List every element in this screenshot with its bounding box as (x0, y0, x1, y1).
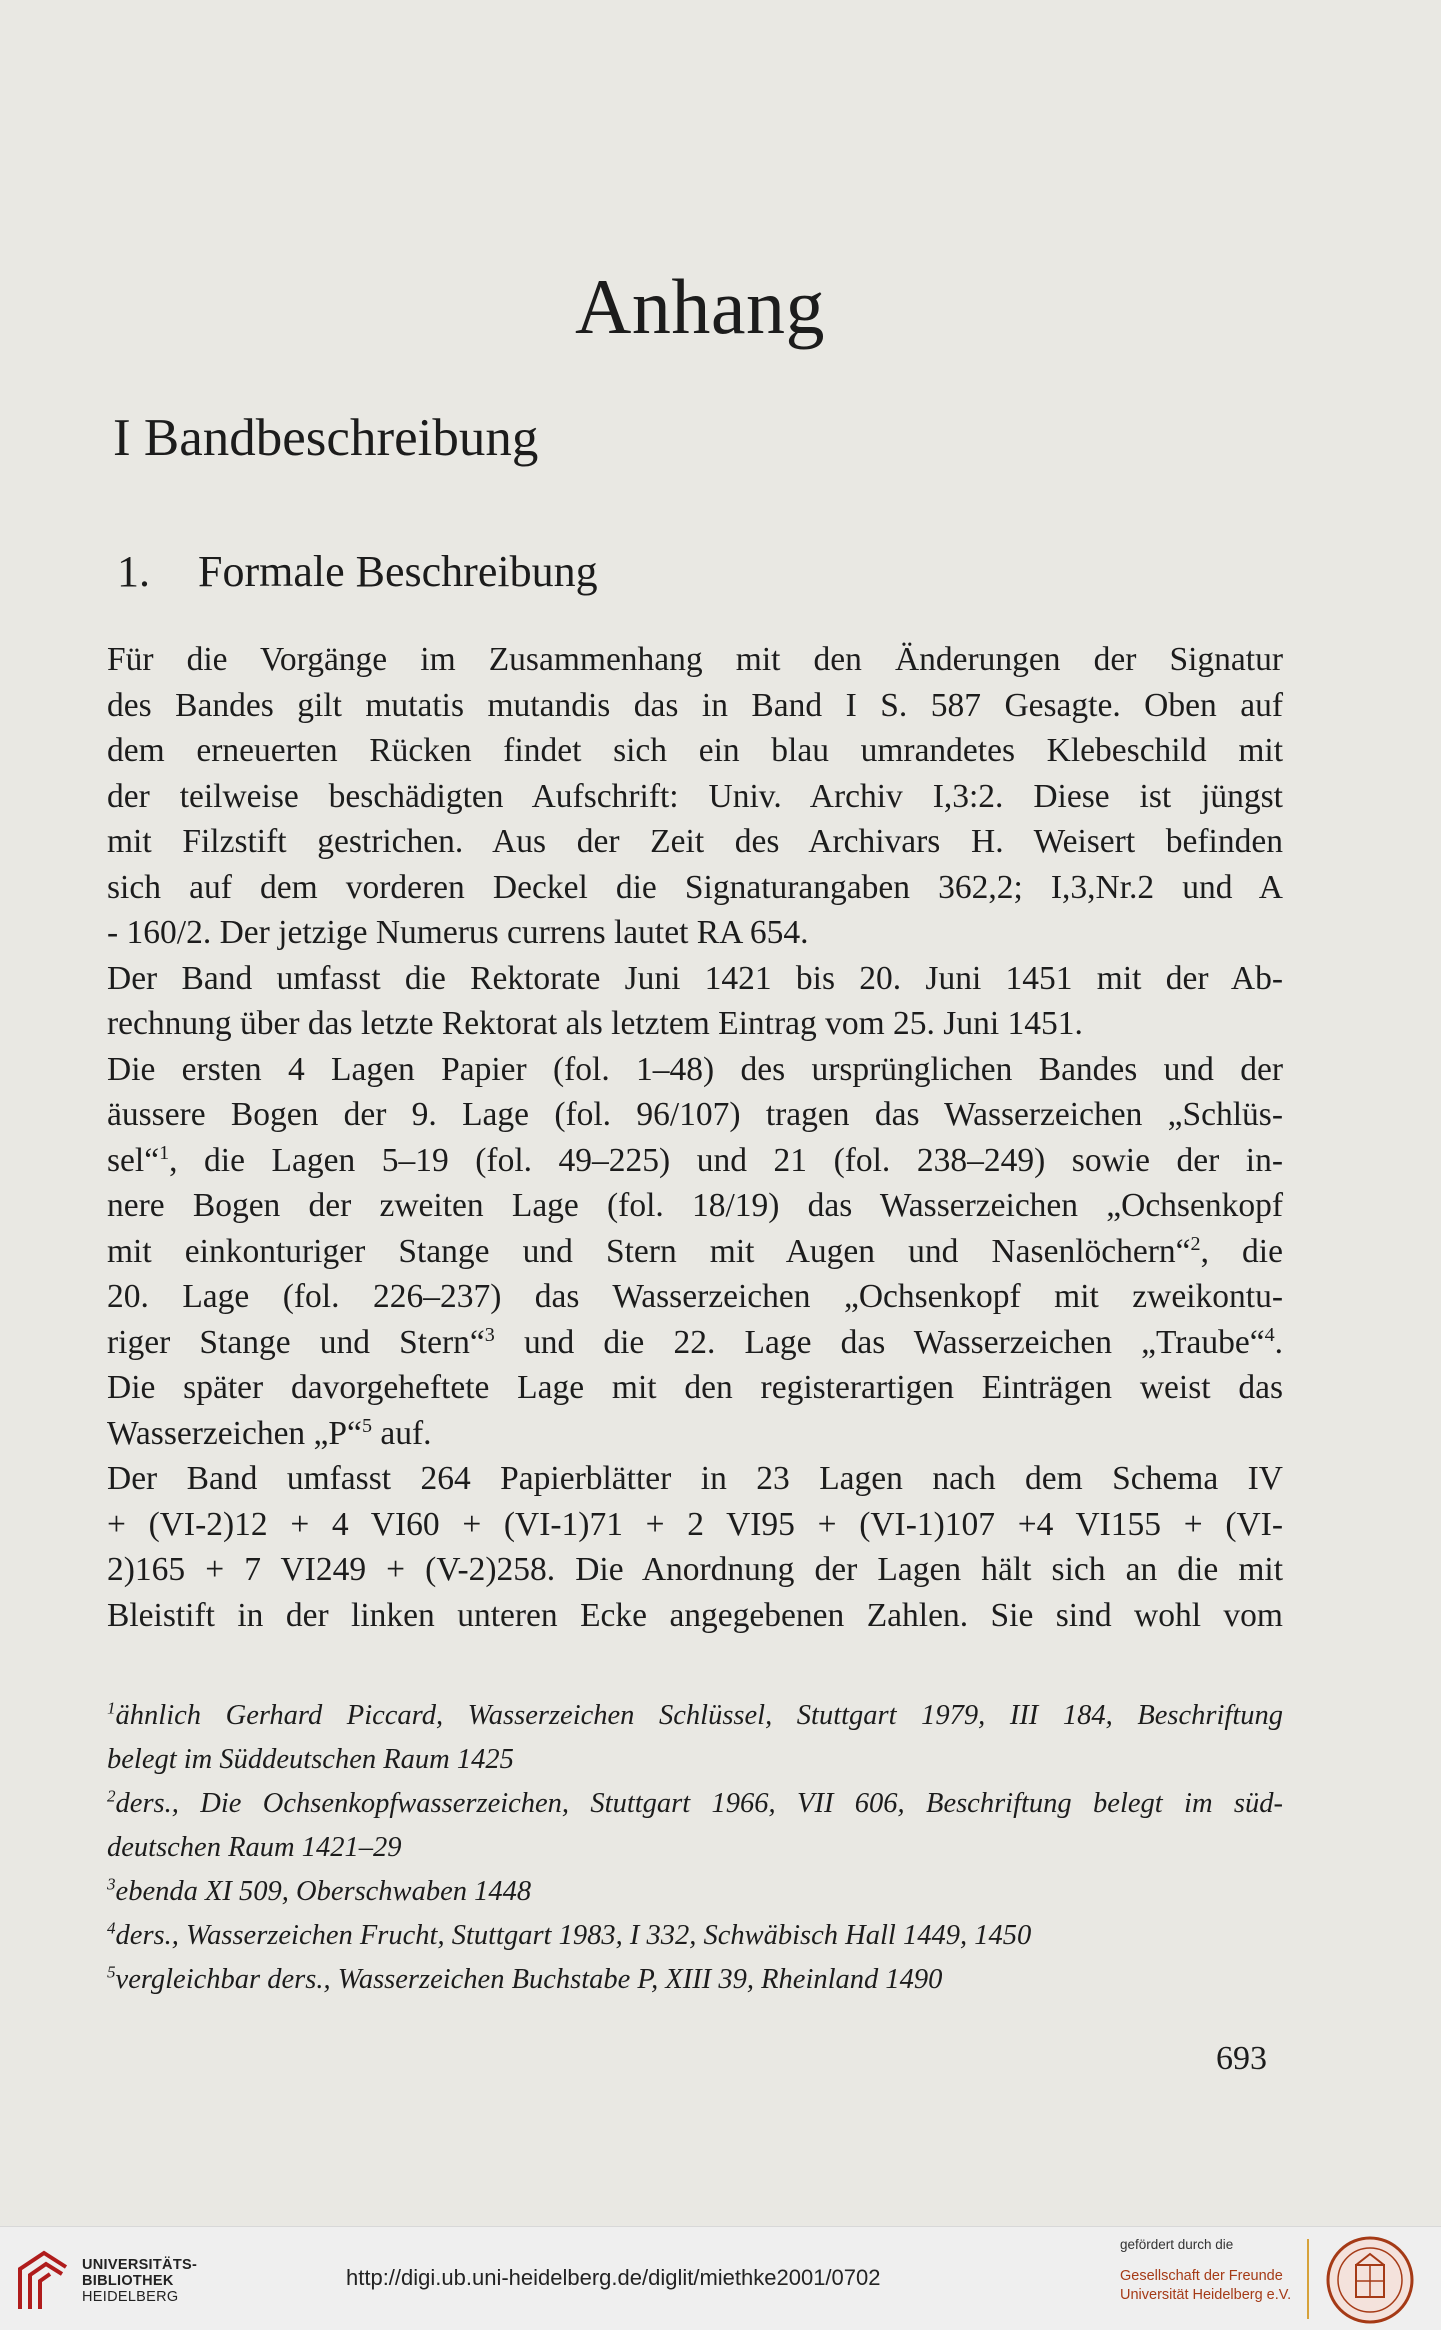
text-line: Die ersten 4 Lagen Papier (fol. 1–48) des ursprünglichen Bandes und der (107, 1050, 1283, 1088)
text-line: Der Band umfasst die Rektorate Juni 1421 bis 20. Juni 1451 mit der Ab- (107, 959, 1283, 997)
viewer-footer (0, 2226, 1441, 2330)
footnote-mark: 1 (107, 1698, 116, 1718)
permalink-url[interactable]: http://digi.ub.uni-heidelberg.de/diglit/miethke2001/0702 (346, 2265, 881, 2290)
footnotes (107, 1694, 1283, 2002)
footnote-ref: 5 (361, 1414, 372, 1437)
text-fragment: riger Stange und Stern“ (107, 1323, 485, 1361)
footnote (107, 1914, 1283, 1958)
footnote (107, 1782, 1283, 1826)
text-line: + (VI-2)12 + 4 VI60 + (VI-1)71 + 2 VI95 + (VI-1)107 +4 VI155 + (VI- (107, 1505, 1283, 1543)
text-line: Der Band umfasst 264 Papierblätter in 23 Lagen nach dem Schema IV (107, 1460, 1283, 1497)
body-text (107, 637, 1283, 1638)
text-fragment: , die Lagen 5–19 (fol. 49–225) und 21 (fol. 238–249) sowie der in- (169, 1141, 1283, 1179)
subsection-number: 1. (117, 547, 150, 596)
footnote (107, 1826, 1283, 1870)
subsection-title: Formale Beschreibung (198, 547, 598, 596)
footnote (107, 1694, 1283, 1738)
text-line: äussere Bogen der 9. Lage (fol. 96/107) tragen das Wasserzeichen „Schlüs- (107, 1096, 1283, 1133)
text-line: Für die Vorgänge im Zusammenhang mit den Änderungen der Signatur (107, 641, 1283, 678)
subsection-heading (117, 546, 598, 597)
university-seal-icon (1325, 2235, 1415, 2325)
text-fragment: auf. (371, 1414, 432, 1452)
footnote-text: ähnlich Gerhard Piccard, Wasserzeichen Schlüssel, Stuttgart 1979, III 184, Beschriftung (115, 1700, 1283, 1731)
sponsor-name (1120, 2267, 1291, 2305)
footnote-text: deutschen Raum 1421–29 (107, 1832, 402, 1863)
text-line: 2)165 + 7 VI249 + (V-2)258. Die Anordnung der Lagen hält sich an die mit (107, 1551, 1283, 1588)
library-name-line: HEIDELBERG (82, 2289, 179, 2305)
footnote (107, 1958, 1283, 2002)
sponsor-label: gefördert durch die (1120, 2237, 1234, 2252)
text-line: des Bandes gilt mutatis mutandis das in Band I S. 587 Gesagte. Oben auf (107, 686, 1283, 724)
footnote-text: vergleichbar ders., Wasserzeichen Buchstabe P, XIII 39, Rheinland 1490 (115, 1964, 943, 1995)
text-fragment: sel“ (107, 1141, 160, 1179)
footnote-ref: 2 (1190, 1232, 1201, 1255)
text-fragment: , die (1200, 1232, 1283, 1270)
footnote-text: belegt im Süddeutschen Raum 1425 (107, 1744, 514, 1775)
text-fragment: . (1274, 1323, 1283, 1361)
footnote-text: ders., Wasserzeichen Frucht, Stuttgart 1983, I 332, Schwäbisch Hall 1449, 1450 (115, 1920, 1032, 1951)
footnote-mark: 3 (107, 1874, 116, 1894)
text-line: - 160/2. Der jetzige Numerus currens lautet RA 654. (107, 914, 809, 951)
library-name-line: UNIVERSITÄTS- (82, 2257, 198, 2273)
text-line: sich auf dem vorderen Deckel die Signaturangaben 362,2; I,3,Nr.2 und A (107, 868, 1283, 906)
page-number: 693 (1216, 2040, 1267, 2077)
text-line: nere Bogen der zweiten Lage (fol. 18/19) das Wasserzeichen „Ochsenkopf (107, 1187, 1283, 1224)
sponsor-name-line: Gesellschaft der Freunde (1120, 2268, 1283, 2284)
text-line (107, 1229, 1283, 1275)
text-line: 20. Lage (fol. 226–237) das Wasserzeichen „Ochsenkopf mit zweikontu- (107, 1278, 1283, 1315)
text-line: mit Filzstift gestrichen. Aus der Zeit des Archivars H. Weisert befinden (107, 823, 1283, 860)
library-name (82, 2257, 197, 2305)
page-title: Anhang (575, 263, 825, 350)
footnote-mark: 4 (107, 1918, 116, 1938)
footnote-text: ebenda XI 509, Oberschwaben 1448 (115, 1876, 532, 1907)
text-fragment: und die 22. Lage das Wasserzeichen „Traube“ (494, 1323, 1265, 1361)
footer-divider (1307, 2239, 1309, 2319)
library-logo-icon (14, 2249, 72, 2311)
sponsor-name-line: Universität Heidelberg e.V. (1120, 2287, 1292, 2303)
footnote (107, 1738, 1283, 1782)
footnote-mark: 2 (107, 1786, 116, 1806)
text-line (107, 1411, 1283, 1457)
text-line: rechnung über das letzte Rektorat als letztem Eintrag vom 25. Juni 1451. (107, 1005, 1083, 1042)
section-heading: I Bandbeschreibung (113, 409, 539, 467)
text-fragment: mit einkonturiger Stange und Stern mit Augen und Nasenlöchern“ (107, 1232, 1191, 1270)
text-line (107, 1320, 1283, 1366)
footnote-mark: 5 (107, 1962, 116, 1982)
text-fragment: Wasserzeichen „P“ (107, 1414, 362, 1452)
footnote-ref: 4 (1264, 1323, 1275, 1346)
footnote-ref: 3 (484, 1323, 495, 1346)
text-line (107, 1138, 1283, 1184)
library-name-line: BIBLIOTHEK (82, 2273, 174, 2289)
text-line: Die später davorgeheftete Lage mit den registerartigen Einträgen weist das (107, 1369, 1283, 1406)
footnote-text: ders., Die Ochsenkopfwasserzeichen, Stuttgart 1966, VII 606, Beschriftung belegt im süd- (115, 1788, 1283, 1819)
text-line: der teilweise beschädigten Aufschrift: Univ. Archiv I,3:2. Diese ist jüngst (107, 777, 1283, 815)
footnote-ref: 1 (159, 1141, 170, 1164)
footnote (107, 1870, 1283, 1914)
text-line: Bleistift in der linken unteren Ecke angegebenen Zahlen. Sie sind wohl vom (107, 1596, 1283, 1634)
text-line: dem erneuerten Rücken findet sich ein blau umrandetes Klebeschild mit (107, 732, 1283, 769)
